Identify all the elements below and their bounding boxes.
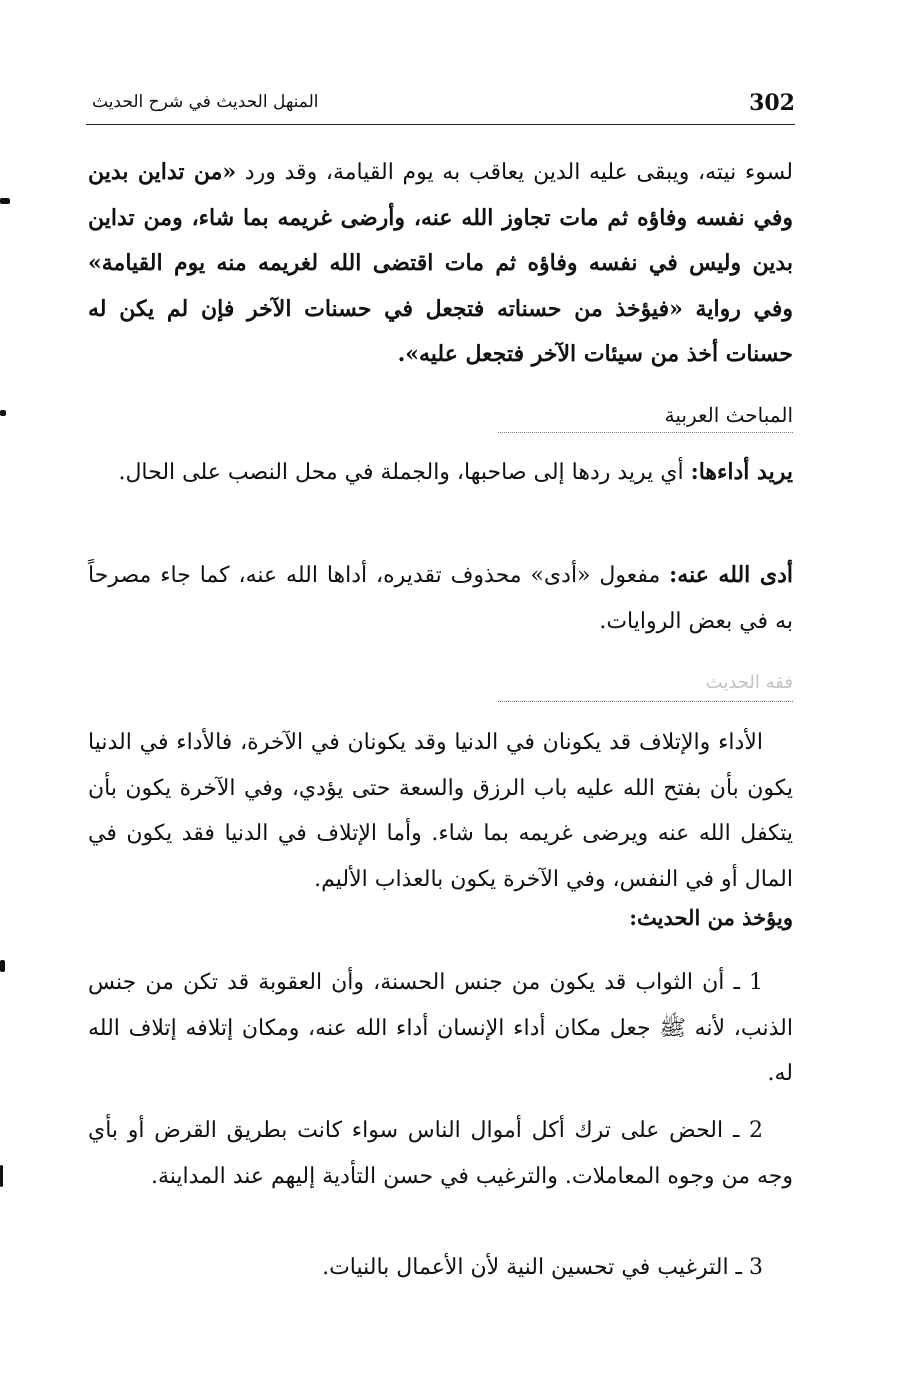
intro-lead: لسوء نيته، ويبقى عليه الدين يعاقب به يوم القيامة، وقد ورد [236,160,793,185]
lesson-item: 1 ـ أن الثواب قد يكون من جنس الحسنة، وأن العقوبة قد تكن من جنس الذنب، لأنه ﷺ جعل مكان أداء الإنسان أداء الله عنه، ومكان إتلافه إتلاف الله له. [88,970,793,1086]
lesson-item: 2 ـ الحض على ترك أكل أموال الناس سواء كانت بطريق القرض أو بأي وجه من وجوه المعاملات. والترغيب في حسن التأدية إليهم عند المداينة. [88,1118,793,1189]
section-title-fiqh: فقه الحديث [705,672,793,693]
grammar-term: يريد أداءها: [690,459,793,485]
section-divider [498,432,793,433]
grammar-text: مفعول «أدى» محذوف تقديره، أداها الله عنه، كما جاء مصرحاً به في بعض الروايات. [88,563,793,634]
grammar-item [88,553,793,644]
intro-paragraph [88,150,793,378]
margin-scan-mark [0,198,10,204]
fiqh-paragraph: الأداء والإتلاف قد يكونان في الدنيا وقد يكونان في الآخرة، فالأداء في الدنيا يكون بأن بفتح الله عليه باب الرزق والسعة حتى يؤدي، وفي الآخرة يكون بأن يتكفل الله عنه ويرضى غريمه بما شاء. وأما الإتلاف في الدنيا فقد يكون في المال أو في النفس، وفي الآخرة يكون بالعذاب الأليم. [88,730,793,892]
margin-scan-mark [0,410,6,416]
hadith-quote: «من تداين بدين وفي نفسه وفاؤه ثم مات تجاوز الله عنه، وأرضى غريمه بما شاء، ومن تداين بدين وليس في نفسه وفاؤه ثم مات اقتضى الله لغريمه منه يوم القيامة» وفي رواية «فيؤخذ من حسناته فتجعل في حسنات الآخر فإن لم يكن له حسنات أخذ من سيئات الآخر فتجعل عليه». [88,159,793,367]
grammar-item [88,450,793,496]
section-title-grammar: المباحث العربية [664,403,793,427]
page-header [86,84,795,125]
page-number: 302 [749,90,795,116]
margin-scan-mark [0,1165,3,1187]
lesson-item: 3 ـ الترغيب في تحسين النية لأن الأعمال بالنيات. [322,1255,763,1280]
section-divider [498,701,793,702]
grammar-text: أي يريد ردها إلى صاحبها، والجملة في محل النصب على الحال. [118,460,691,485]
margin-scan-mark [0,960,5,972]
grammar-term: أدى الله عنه: [669,562,793,588]
running-title: المنهل الحديث في شرح الحديث [92,92,319,112]
lessons-heading: ويؤخذ من الحديث: [629,905,793,930]
